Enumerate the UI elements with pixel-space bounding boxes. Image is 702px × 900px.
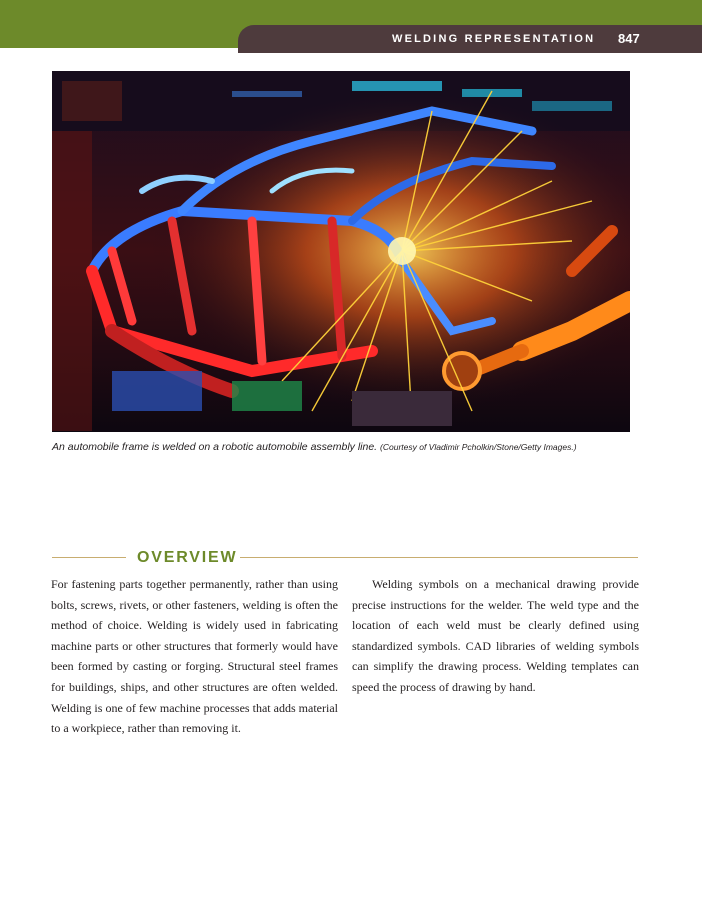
welding-photo [52, 71, 630, 432]
running-head: WELDING REPRESENTATION [392, 33, 596, 45]
body-column-right [352, 574, 639, 698]
paragraph: Welding symbols on a mechanical drawing provide precise instructions for the welder. The weld type and the location of each weld must be clearly defined using standardized symbols. CAD libraries of welding symbols can simplify the drawing process. Welding templates can speed the process of drawing by hand. [352, 577, 639, 694]
paragraph: For fastening parts together permanently, rather than using bolts, screws, rivets, or other fasteners, welding is often the method of choice. Welding is widely used in fabricating machine parts or other structures that formerly would have been formed by casting or forging. Structural steel frames for buildings, ships, and other structures are often welded. Welding is one of few machine processes that adds material to a workpiece, rather than removing it. [51, 577, 338, 736]
page-number: 847 [618, 31, 640, 46]
car-frame-welding-illustration [52, 71, 630, 432]
section-rule-left [52, 557, 126, 558]
section-title: OVERVIEW [137, 549, 238, 566]
figure-caption [52, 441, 672, 453]
caption-text: An automobile frame is welded on a robotic automobile assembly line. [52, 441, 378, 453]
section-rule-right [240, 557, 638, 558]
caption-credit: (Courtesy of Vladimir Pcholkin/Stone/Getty Images.) [380, 442, 577, 452]
body-column-left [51, 574, 338, 739]
